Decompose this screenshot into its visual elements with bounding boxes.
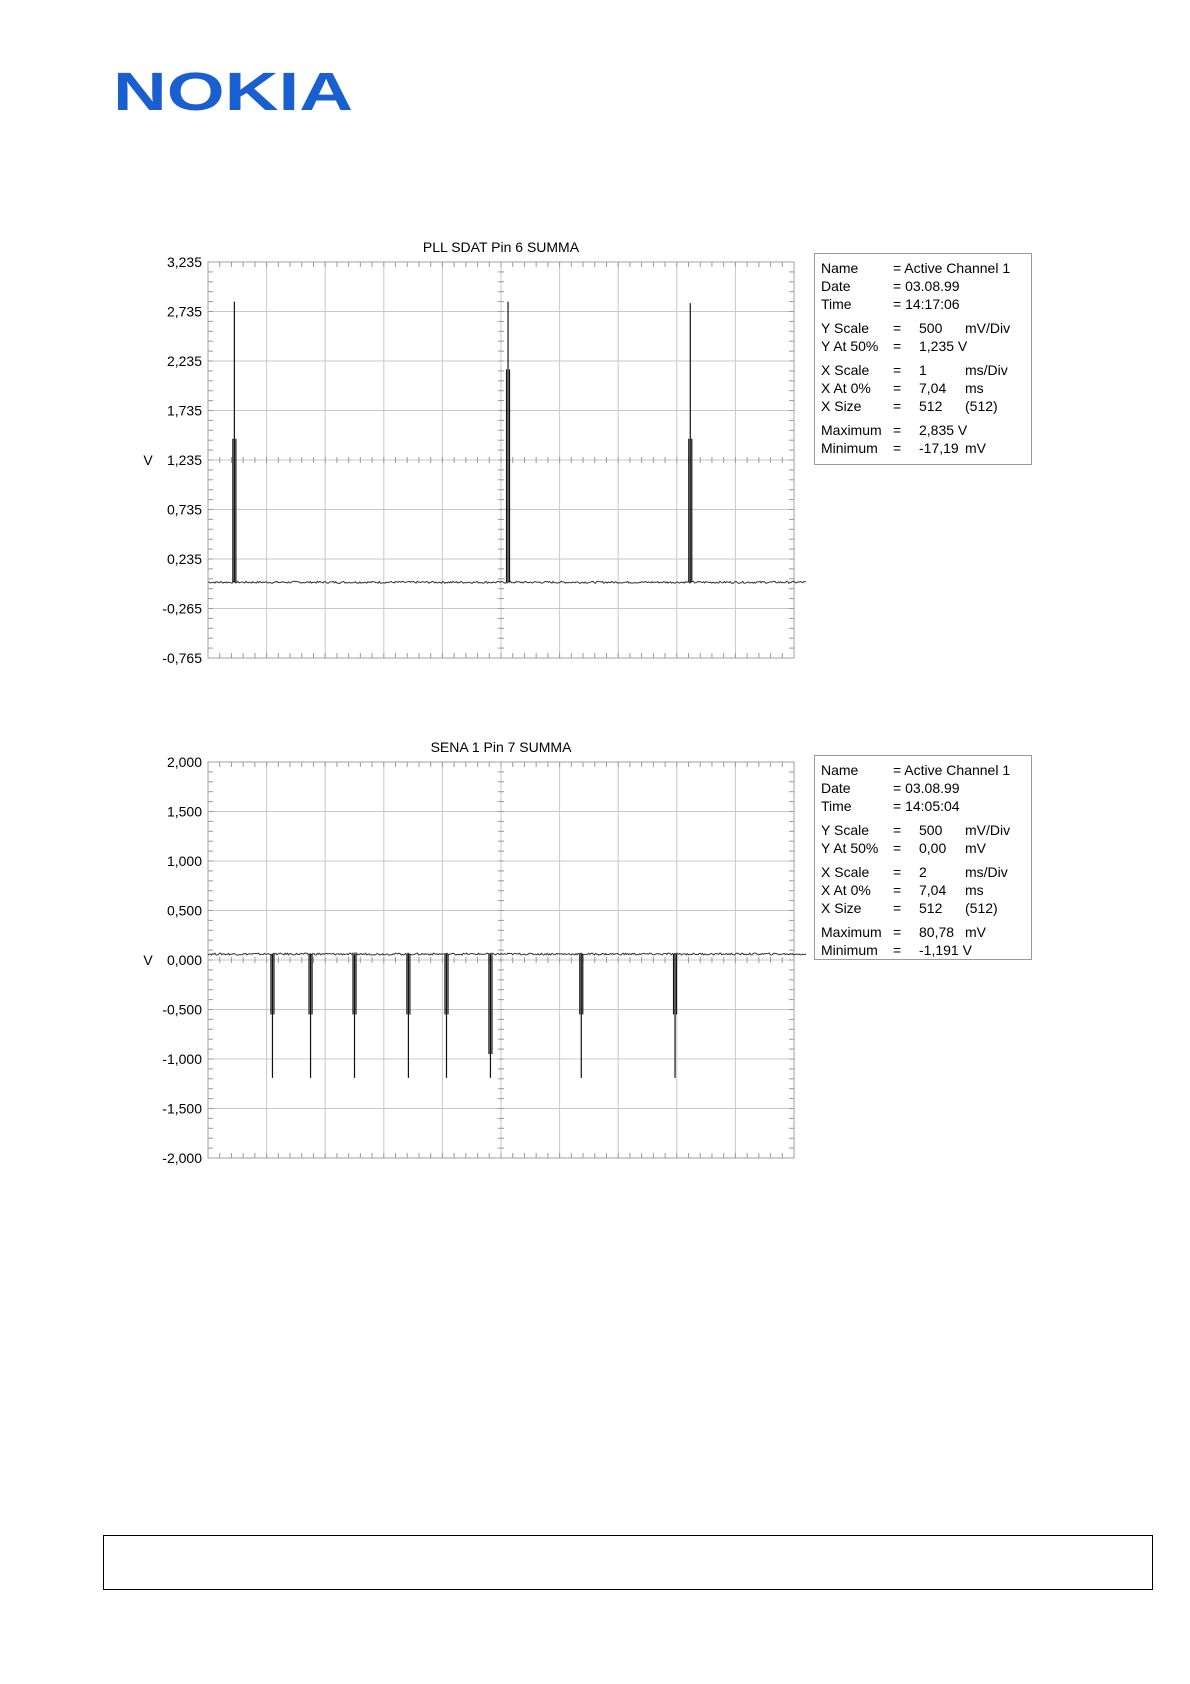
nokia-logo-graphic	[113, 66, 353, 116]
info-value: = 03.08.99	[893, 780, 960, 796]
y-tick-label: 0,735	[166, 501, 202, 518]
info-unit: mV/Div	[965, 320, 1011, 336]
info-num: 512	[919, 398, 943, 414]
info-eq: =	[893, 380, 902, 396]
info-row	[821, 259, 1031, 277]
y-tick-label: 0,000	[166, 952, 202, 968]
y-tick-label: -0,265	[162, 600, 202, 617]
info-num: 500	[919, 822, 943, 838]
info-unit: ms/Div	[965, 864, 1008, 880]
chart-title: SENA 1 Pin 7 SUMMA	[430, 739, 572, 755]
info-value: = 14:17:06	[893, 296, 960, 312]
y-tick-label: 0,500	[166, 902, 202, 919]
info-unit: mV	[965, 924, 986, 940]
info-label: Maximum	[821, 422, 882, 438]
y-tick-label: -1,500	[162, 1100, 202, 1117]
info-unit: (512)	[965, 398, 998, 414]
info-label: Time	[821, 296, 852, 312]
info-num: 80,78	[919, 924, 955, 940]
y-tick-label: 0,235	[166, 551, 202, 567]
y-tick-label: 1,235	[166, 452, 202, 468]
info-eq: =	[893, 822, 902, 838]
pll-sdat-info-box	[814, 253, 1032, 465]
info-label: X Size	[821, 900, 862, 916]
y-tick-label: 3,235	[166, 254, 202, 270]
nokia-logo	[113, 66, 353, 116]
info-row	[821, 941, 1031, 959]
info-num: 512	[919, 900, 943, 916]
info-row	[821, 923, 1031, 941]
y-tick-label: 2,735	[166, 303, 202, 320]
info-value: = Active Channel 1	[893, 762, 1011, 778]
info-unit: (512)	[965, 900, 998, 916]
info-label: Y At 50%	[821, 338, 879, 354]
info-row	[821, 379, 1031, 397]
info-row	[821, 821, 1031, 839]
info-row	[821, 779, 1031, 797]
info-label: Maximum	[821, 924, 882, 940]
info-unit: -1,191 V	[919, 942, 972, 958]
info-value: = Active Channel 1	[893, 260, 1011, 276]
info-row	[821, 863, 1031, 881]
y-tick-label: 2,000	[166, 754, 202, 770]
info-unit: 2,835 V	[919, 422, 968, 438]
info-row	[821, 295, 1031, 313]
info-unit: mV/Div	[965, 822, 1011, 838]
signal-trace	[208, 953, 806, 955]
info-eq: =	[893, 864, 902, 880]
y-tick-label: -0,500	[162, 1001, 202, 1018]
info-label: X At 0%	[821, 882, 871, 898]
info-eq: =	[893, 942, 902, 958]
info-eq: =	[893, 422, 902, 438]
info-eq: =	[893, 840, 902, 856]
info-label: Y Scale	[821, 320, 869, 336]
info-label: Minimum	[821, 942, 878, 958]
info-row	[821, 797, 1031, 815]
info-row	[821, 277, 1031, 295]
info-label: X Size	[821, 398, 862, 414]
y-tick-label: 1,735	[166, 402, 202, 419]
info-num: -17,19	[919, 440, 959, 456]
y-tick-label: 1,500	[166, 803, 202, 820]
nokia-logo-text: NOKIA	[113, 66, 353, 116]
info-eq: =	[893, 900, 902, 916]
y-tick-label: 1,000	[166, 853, 202, 869]
info-row	[821, 361, 1031, 379]
info-label: X Scale	[821, 362, 870, 378]
y-tick-label: -0,765	[162, 650, 202, 666]
info-row	[821, 899, 1031, 917]
info-unit: mV	[965, 440, 986, 456]
info-label: Time	[821, 798, 852, 814]
info-label: Name	[821, 260, 859, 276]
info-row	[821, 839, 1031, 857]
info-num: 0,00	[919, 840, 947, 856]
info-unit: ms	[965, 380, 984, 396]
info-row	[821, 337, 1031, 355]
info-label: Name	[821, 762, 859, 778]
info-unit: ms/Div	[965, 362, 1008, 378]
info-eq: =	[893, 924, 902, 940]
info-num: 500	[919, 320, 943, 336]
info-row	[821, 421, 1031, 439]
info-eq: =	[893, 440, 902, 456]
info-row	[821, 761, 1031, 779]
info-value: = 14:05:04	[893, 798, 960, 814]
info-row	[821, 319, 1031, 337]
info-label: Minimum	[821, 440, 878, 456]
info-label: Y At 50%	[821, 840, 879, 856]
info-num: 7,04	[919, 882, 947, 898]
info-eq: =	[893, 882, 902, 898]
chart-title: PLL SDAT Pin 6 SUMMA	[422, 239, 580, 255]
info-eq: =	[893, 338, 902, 354]
info-label: X At 0%	[821, 380, 871, 396]
info-eq: =	[893, 362, 902, 378]
info-num: 7,04	[919, 380, 947, 396]
info-row	[821, 397, 1031, 415]
info-row	[821, 439, 1031, 457]
y-tick-label: -1,000	[162, 1051, 202, 1067]
info-label: Y Scale	[821, 822, 869, 838]
y-tick-label: 2,235	[166, 353, 202, 369]
info-unit: ms	[965, 882, 984, 898]
y-axis-label: V	[143, 452, 153, 468]
info-num: 2	[919, 864, 927, 880]
info-eq: =	[893, 398, 902, 414]
y-axis-label: V	[143, 952, 153, 968]
sena1-info-box	[814, 755, 1032, 960]
info-unit: mV	[965, 840, 986, 856]
y-tick-label: -2,000	[162, 1150, 202, 1166]
info-unit: 1,235 V	[919, 338, 968, 354]
info-eq: =	[893, 320, 902, 336]
footer-box	[103, 1535, 1153, 1590]
info-row	[821, 881, 1031, 899]
info-num: 1	[919, 362, 927, 378]
info-label: X Scale	[821, 864, 870, 880]
info-value: = 03.08.99	[893, 278, 960, 294]
info-label: Date	[821, 780, 851, 796]
info-label: Date	[821, 278, 851, 294]
